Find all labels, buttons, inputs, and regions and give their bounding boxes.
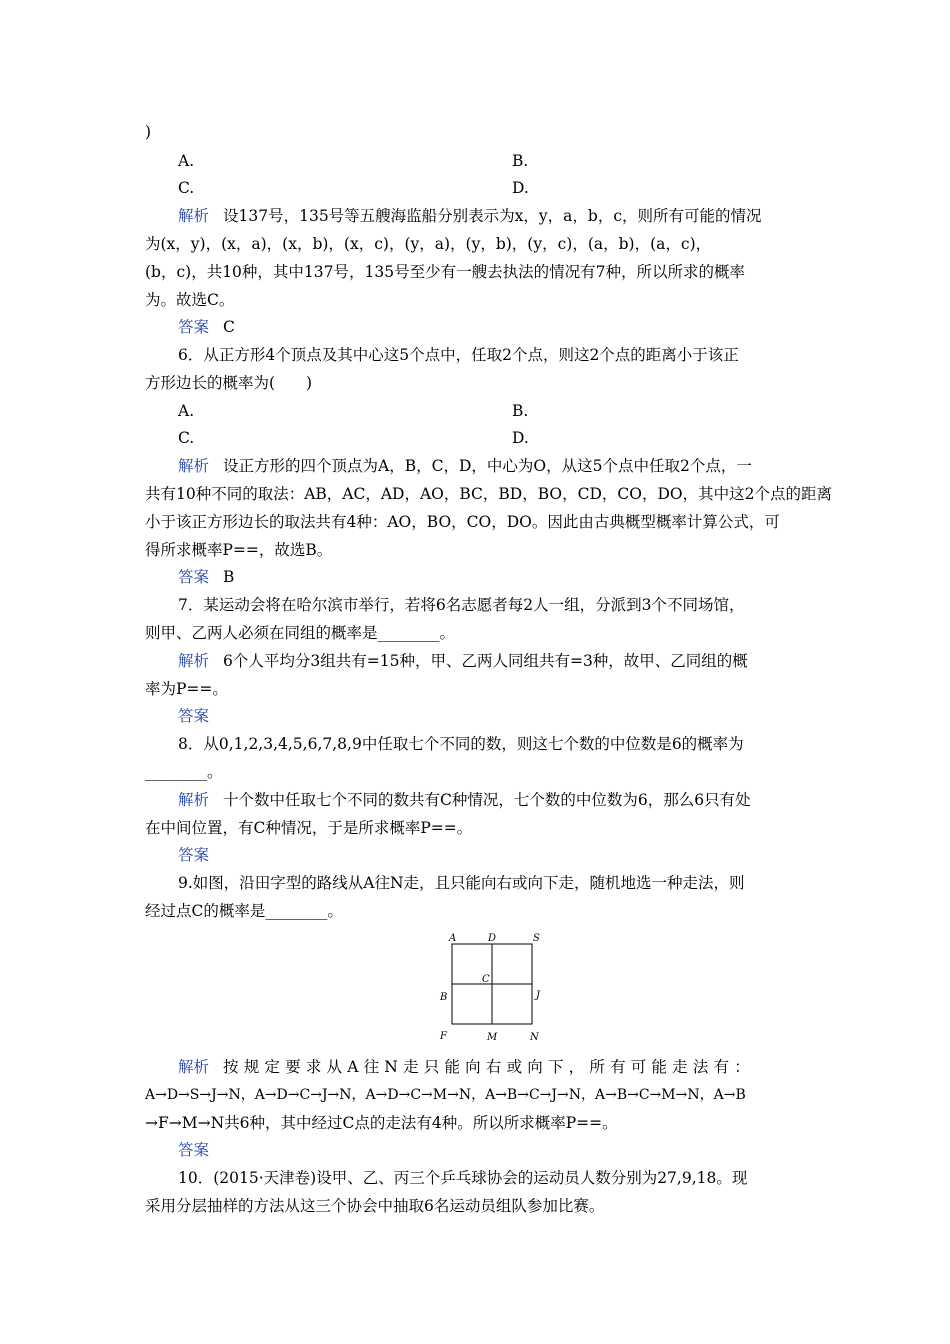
option-a: A. — [178, 152, 195, 170]
solution-line — [178, 1057, 755, 1077]
question-line: 方形边长的概率为( ) — [145, 374, 313, 392]
answer-value: B — [223, 568, 235, 586]
solution-line: 共有10种不同的取法：AB，AC，AD，AO，BC，BD，BO，CD，CO，DO，其中这2个点的距离 — [145, 485, 832, 503]
question-line: 7．某运动会将在哈尔滨市举行，若将6名志愿者每2人一组，分派到3个不同场馆， — [178, 596, 745, 614]
solution-text: 设正方形的四个顶点为A，B，C，D，中心为O，从这5个点中任取2个点，一 — [223, 457, 752, 475]
question-line: 采用分层抽样的方法从这三个协会中抽取6名运动员组队参加比赛。 — [145, 1197, 605, 1215]
solution-text: 十个数中任取七个不同的数共有C种情况，七个数的中位数为6，那么6只有处 — [223, 791, 751, 809]
solution-text: 按规定要求从A往N走只能向右或向下，所有可能走法有： — [223, 1058, 755, 1076]
solution-line: 为。故选C。 — [145, 291, 235, 309]
question-line: 6．从正方形4个顶点及其中心这5个点中，任取2个点，则这2个点的距离小于该正 — [178, 346, 739, 364]
question-line: 经过点C的概率是________。 — [145, 902, 343, 920]
solution-line — [178, 456, 752, 476]
option-b: B. — [512, 402, 529, 420]
solution-label: 解析 — [178, 1058, 210, 1076]
solution-line: 小于该正方形边长的取法共有4种：AO，BO，CO，DO。因此由古典概型概率计算公式，可 — [145, 513, 780, 531]
option-d: D. — [512, 429, 529, 447]
answer-label: 答案 — [178, 568, 210, 586]
solution-line: 得所求概率P==，故选B。 — [145, 541, 333, 559]
answer-label: 答案 — [178, 707, 210, 725]
answer-line — [178, 567, 234, 587]
solution-text: 设137号，135号等五艘海监船分别表示为x，y，a，b，c，则所有可能的情况 — [223, 207, 762, 225]
question-line: 9.如图，沿田字型的路线从A往N走，且只能向右或向下走，随机地选一种走法，则 — [178, 874, 745, 892]
answer-label: 答案 — [178, 846, 210, 864]
label-D: D — [488, 933, 497, 944]
solution-line — [178, 651, 748, 671]
label-F: F — [440, 1031, 447, 1042]
solution-line: 率为P==。 — [145, 680, 228, 698]
solution-line: 在中间位置，有C种情况，于是所求概率P==。 — [145, 819, 473, 837]
text-line: ) — [145, 123, 152, 141]
solution-label: 解析 — [178, 457, 210, 475]
answer-line — [178, 317, 235, 337]
question-line: 10．(2015·天津卷)设甲、乙、丙三个乒乓球协会的运动员人数分别为27,9,18。现 — [178, 1169, 748, 1187]
question-line: 则甲、乙两人必须在同组的概率是________。 — [145, 624, 456, 642]
question-line: ________。 — [145, 763, 223, 781]
solution-line — [178, 790, 751, 810]
solution-label: 解析 — [178, 791, 210, 809]
option-a: A. — [178, 402, 195, 420]
question-line: 8．从0,1,2,3,4,5,6,7,8,9中任取七个不同的数，则这七个数的中位数是6的概率为 — [178, 735, 744, 753]
label-C: C — [482, 974, 490, 985]
option-b: B. — [512, 152, 529, 170]
label-M: M — [487, 1032, 498, 1043]
solution-line: A→D→S→J→N，A→D→C→J→N，A→D→C→M→N，A→B→C→J→N，A→B→C→M→N，A→B — [145, 1087, 746, 1103]
answer-value: C — [223, 318, 235, 336]
label-N: N — [530, 1032, 539, 1043]
answer-label: 答案 — [178, 1141, 210, 1159]
solution-label: 解析 — [178, 652, 210, 670]
answer-label: 答案 — [178, 318, 210, 336]
solution-line: (b，c)，共10种，其中137号，135号至少有一艘去执法的情况有7种，所以所求的概率 — [145, 263, 745, 281]
label-J: J — [536, 990, 541, 1001]
solution-line — [178, 206, 762, 226]
option-c: C. — [178, 179, 195, 197]
label-A: A — [449, 933, 457, 944]
label-B: B — [440, 992, 448, 1003]
option-c: C. — [178, 429, 195, 447]
solution-line: 为(x，y)，(x，a)，(x，b)，(x，c)，(y，a)，(y，b)，(y，c)，(a，b)，(a，c)， — [145, 235, 712, 253]
label-S: S — [533, 933, 540, 944]
option-d: D. — [512, 179, 529, 197]
solution-label: 解析 — [178, 207, 210, 225]
solution-text: 6个人平均分3组共有=15种，甲、乙两人同组共有=3种，故甲、乙同组的概 — [223, 652, 748, 670]
grid-path-figure — [432, 930, 552, 1046]
solution-line: →F→M→N共6种，其中经过C点的走法有4种。所以所求概率P==。 — [145, 1114, 618, 1132]
